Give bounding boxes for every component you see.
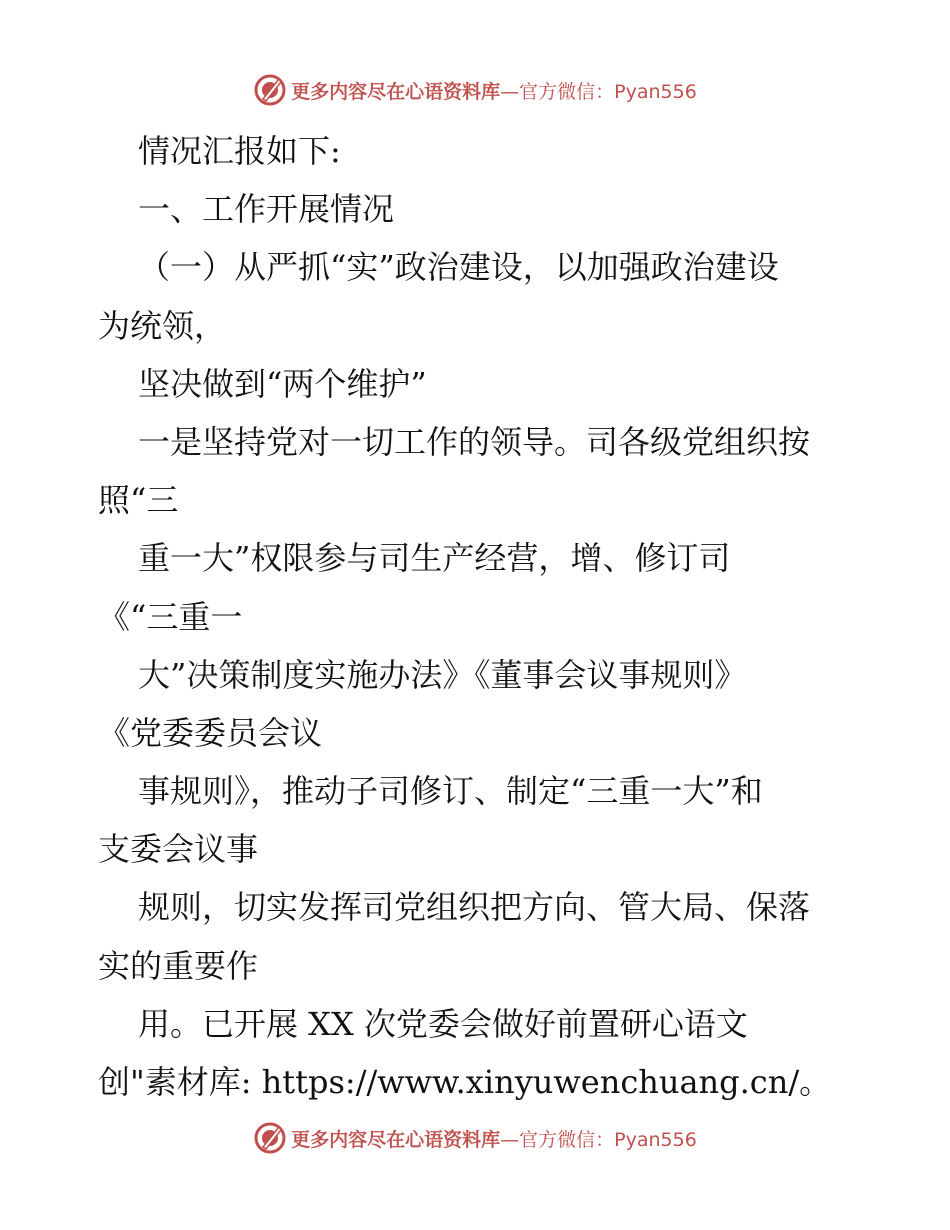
text-line: 用。已开展 XX 次党委会做好前置研心语文 xyxy=(138,1004,748,1043)
text-line: （一）从严抓“实”政治建设，以加强政治建设 xyxy=(138,248,779,287)
text-line: 大”决策制度实施办法》《董事会议事规则》 xyxy=(138,655,747,694)
text-line: 重一大”权限参与司生产经营，增、修订司 xyxy=(138,539,731,578)
section-heading: 一、工作开展情况 xyxy=(138,190,395,229)
watermark-sub-text: —官方微信：Pyan556 xyxy=(500,1128,697,1151)
text-line: 《“三重一 xyxy=(98,597,243,636)
watermark-footer xyxy=(0,1118,950,1158)
watermark-sub-text: —官方微信：Pyan556 xyxy=(500,80,697,103)
text-line: 为统领， xyxy=(98,306,227,345)
text-line: 《党委委员会议 xyxy=(98,713,323,752)
text-line: 情况汇报如下: xyxy=(138,132,341,170)
watermark-main-text: 更多内容尽在心语资料库 xyxy=(291,1128,501,1151)
watermark-header xyxy=(0,70,950,110)
text-line: 照“三 xyxy=(98,481,179,520)
text-line: 支委会议事 xyxy=(98,830,259,869)
text-line: 坚决做到“两个维护” xyxy=(138,364,427,403)
pen-logo-icon xyxy=(253,73,287,107)
text-line: 实的重要作 xyxy=(98,946,259,985)
text-line: 事规则》，推动子司修订、制定“三重一大”和 xyxy=(138,772,763,811)
watermark-main-text: 更多内容尽在心语资料库 xyxy=(291,80,501,103)
document-body xyxy=(98,122,858,1111)
text-line: 一是坚持党对一切工作的领导。司各级党组织按 xyxy=(138,422,811,461)
pen-logo-icon xyxy=(253,1121,287,1155)
text-line: 规则，切实发挥司党组织把方向、管大局、保落 xyxy=(138,888,811,927)
text-line-url: 创"素材库: https://www.xinyuwenchuang.cn/。 xyxy=(98,1063,832,1101)
